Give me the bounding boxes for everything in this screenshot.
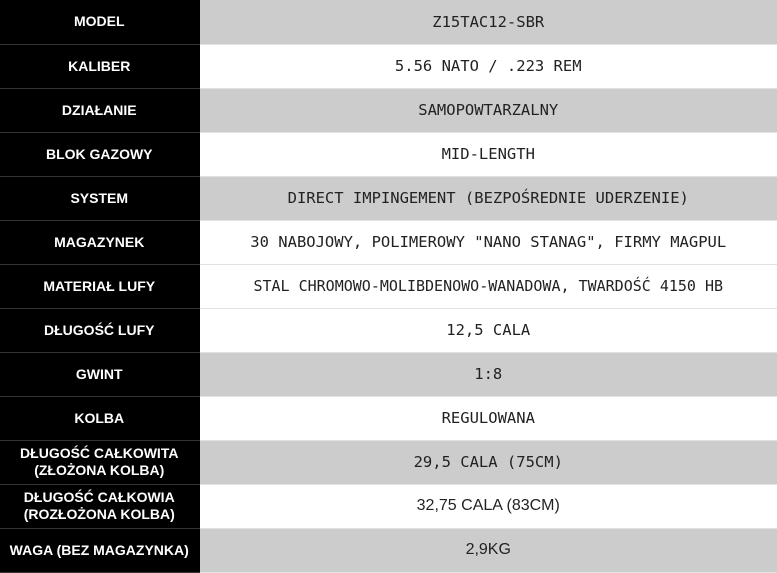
- row-value: REGULOWANA: [199, 396, 777, 440]
- row-label: SYSTEM: [0, 176, 199, 220]
- table-row: [0, 88, 777, 132]
- row-label: GWINT: [0, 352, 199, 396]
- table-row: [0, 396, 777, 440]
- row-label: MODEL: [0, 0, 199, 44]
- table-row: [0, 264, 777, 308]
- row-label-line-1: DŁUGOŚĆ CAŁKOWITA: [20, 445, 179, 461]
- row-label-line-2: (ROZŁOŻONA KOLBA): [23, 506, 175, 522]
- table-row: [0, 484, 777, 528]
- row-value: MID-LENGTH: [199, 132, 777, 176]
- table-row: [0, 440, 777, 484]
- row-label-line-1: DŁUGOŚĆ CAŁKOWIA: [23, 489, 175, 505]
- table-row: [0, 176, 777, 220]
- row-value: 32,75 CALA (83CM): [199, 484, 777, 528]
- row-value: 2,9KG: [199, 528, 777, 572]
- row-value: SAMOPOWTARZALNY: [199, 88, 777, 132]
- row-value: 1:8: [199, 352, 777, 396]
- row-label: [0, 484, 199, 528]
- table-row: [0, 132, 777, 176]
- row-label: MAGAZYNEK: [0, 220, 199, 264]
- row-label: MATERIAŁ LUFY: [0, 264, 199, 308]
- row-label: DZIAŁANIE: [0, 88, 199, 132]
- row-value: 5.56 NATO / .223 REM: [199, 44, 777, 88]
- row-value: Z15TAC12-SBR: [199, 0, 777, 44]
- table-row: [0, 44, 777, 88]
- table-row: [0, 308, 777, 352]
- table-row: [0, 528, 777, 572]
- row-label-line-2: (ZŁOŻONA KOLBA): [34, 462, 165, 478]
- row-label: [0, 440, 199, 484]
- table-row: [0, 0, 777, 44]
- table-row: [0, 220, 777, 264]
- row-label: KOLBA: [0, 396, 199, 440]
- row-label: WAGA (BEZ MAGAZYNKA): [0, 528, 199, 572]
- row-value: 30 NABOJOWY, POLIMEROWY "NANO STANAG", FIRMY MAGPUL: [199, 220, 777, 264]
- row-label: BLOK GAZOWY: [0, 132, 199, 176]
- row-label: DŁUGOŚĆ LUFY: [0, 308, 199, 352]
- row-value: STAL CHROMOWO-MOLIBDENOWO-WANADOWA, TWARDOŚĆ 4150 HB: [199, 264, 777, 308]
- row-label: KALIBER: [0, 44, 199, 88]
- row-value: 29,5 CALA (75CM): [199, 440, 777, 484]
- row-value: DIRECT IMPINGEMENT (BEZPOŚREDNIE UDERZENIE): [199, 176, 777, 220]
- row-value: 12,5 CALA: [199, 308, 777, 352]
- table-row: [0, 352, 777, 396]
